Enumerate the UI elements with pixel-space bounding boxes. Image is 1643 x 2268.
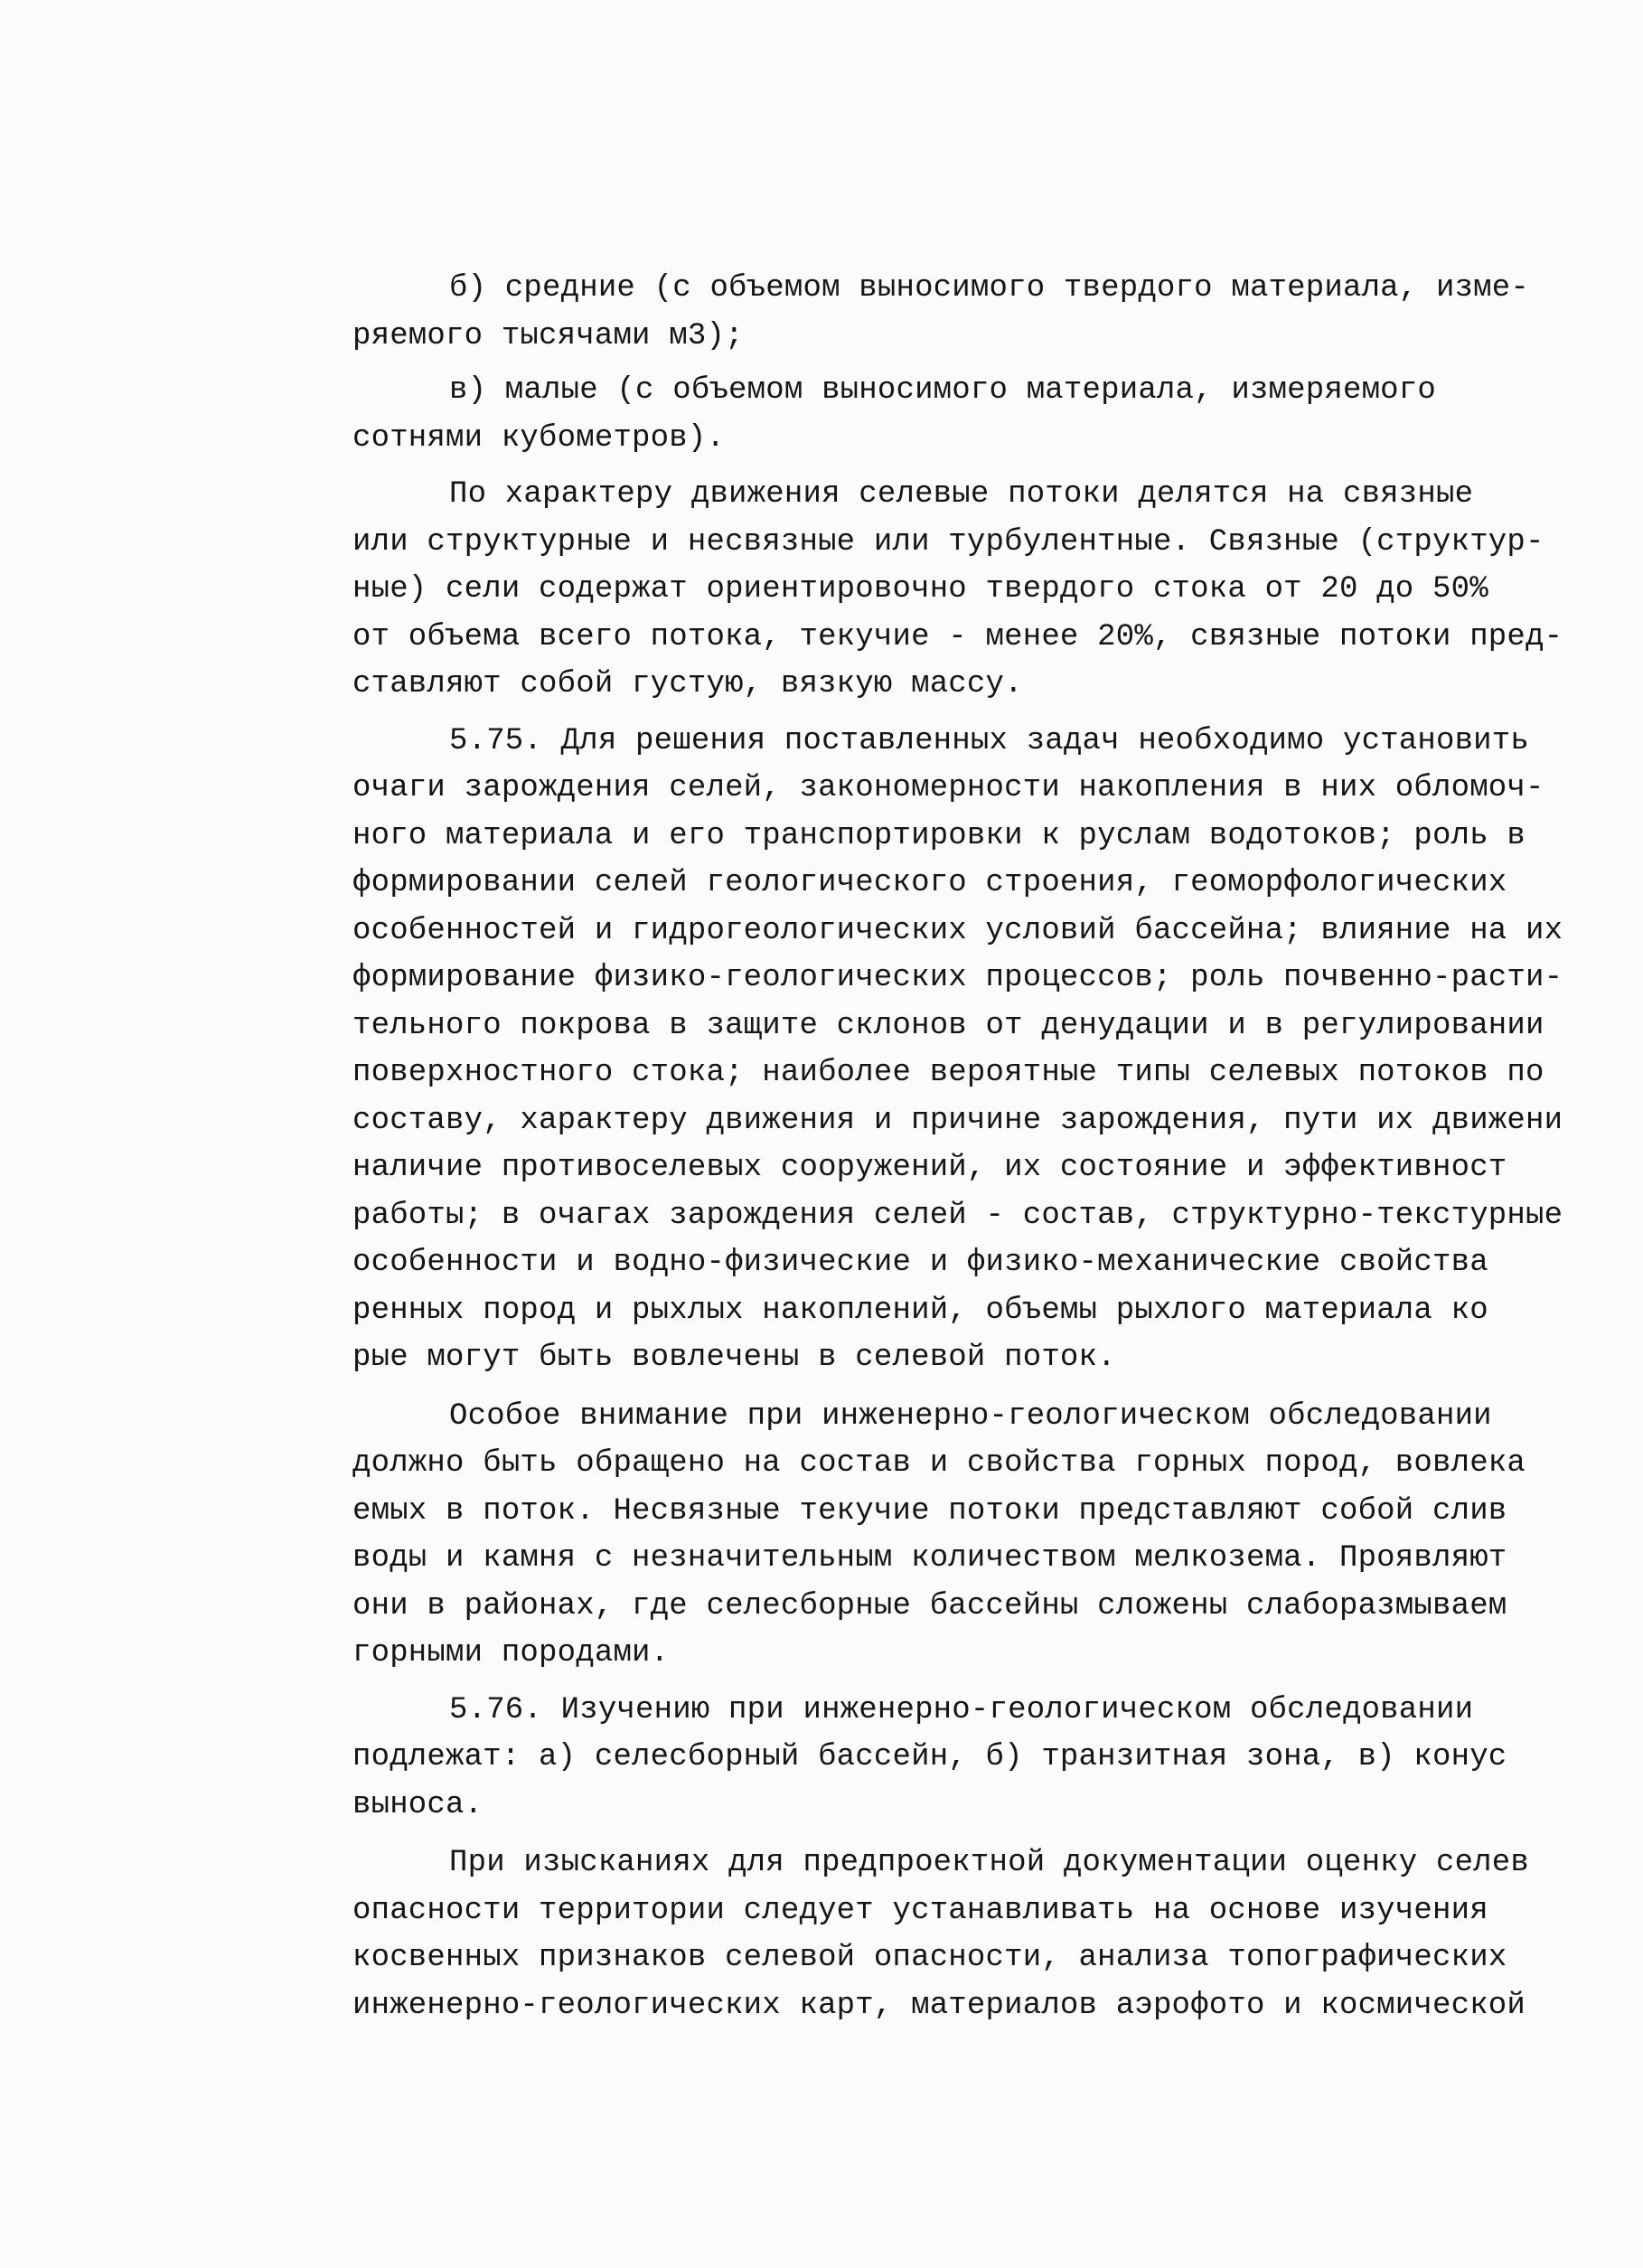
text-line: подлежат: а) селесборный бассейн, б) транзитная зона, в) конус — [352, 1740, 1507, 1774]
text-line: 5.76. Изучению при инженерно-геологическом обследовании — [449, 1692, 1474, 1727]
text-line: емых в поток. Несвязные текучие потоки представляют собой слив — [352, 1493, 1507, 1529]
text-line: 5.75. Для решения поставленных задач необходимо установить — [449, 723, 1529, 758]
text-line: составу, характеру движения и причине зарождения, пути их движени — [352, 1103, 1563, 1138]
text-line: ряемого тысячами м3); — [352, 318, 744, 353]
paragraph-spacing — [352, 1829, 1618, 1840]
text-line: рые могут быть вовлечены в селевой поток. — [352, 1341, 1116, 1375]
text-line: воды и камня с незначительным количеством мелкозема. Проявляют — [352, 1541, 1507, 1576]
paragraph-spacing — [352, 462, 1618, 471]
text-line: или структурные и несвязные или турбулентные. Связные (структур- — [352, 524, 1544, 560]
paragraph-spacing — [352, 360, 1618, 367]
text-line: поверхностного стока; наиболее вероятные типы селевых потоков по — [352, 1056, 1544, 1090]
text-line: Особое внимание при инженерно-геологическом обследовании — [449, 1398, 1492, 1434]
text-line: от объема всего потока, текучие - менее 20%, связные потоки пред- — [352, 619, 1563, 654]
paragraph-special-attention — [352, 1393, 1618, 1678]
text-line: По характеру движения селевые потоки делятся на связные — [449, 477, 1474, 512]
text-line: инженерно-геологических карт, материалов аэрофото и космической — [352, 1988, 1526, 2023]
text-line: ного материала и его транспортировки к руслам водотоков; роль в — [352, 818, 1526, 853]
text-line: ренных пород и рыхлых накоплений, объемы рыхлого материала ко — [352, 1293, 1488, 1328]
text-line: очаги зарождения селей, закономерности накопления в них обломоч- — [352, 771, 1544, 805]
paragraph-movement-character — [352, 471, 1618, 709]
text-line: косвенных признаков селевой опасности, анализа топографических — [352, 1941, 1507, 1975]
text-line: наличие противоселевых сооружений, их состояние и эффективност — [352, 1151, 1507, 1185]
paragraph-predesign-surveys — [352, 1840, 1618, 2029]
text-line: б) средние (с объемом выносимого твердого материала, изме- — [449, 271, 1529, 306]
text-line: ставляют собой густую, вязкую массу. — [352, 667, 1023, 701]
paragraph-mid-size-flows — [352, 265, 1618, 360]
text-line: горными породами. — [352, 1636, 670, 1670]
text-line: При изысканиях для предпроектной документации оценку селев — [449, 1846, 1529, 1880]
text-line: тельного покрова в защите склонов от денудации и в регулировании — [352, 1008, 1544, 1043]
text-line: формировании селей геологического строения, геоморфологических — [352, 866, 1507, 900]
text-line: формирование физико-геологических процессов; роль почвенно-расти- — [352, 961, 1563, 995]
text-line: работы; в очагах зарождения селей - состав, структурно-текстурные — [352, 1198, 1563, 1233]
text-line: особенностей и гидрогеологических условий бассейна; влияние на их — [352, 913, 1563, 948]
paragraph-spacing — [352, 1678, 1618, 1687]
paragraph-spacing — [352, 709, 1618, 718]
text-line: ные) сели содержат ориентировочно твердого стока от 20 до 50% — [352, 572, 1488, 607]
text-line: в) малые (с объемом выносимого материала, измеряемого — [449, 373, 1436, 408]
text-line: особенности и водно-физические и физико-механические свойства — [352, 1246, 1488, 1280]
text-line: они в районах, где селесборные бассейны сложены слаборазмываем — [352, 1588, 1507, 1623]
paragraph-small-flows — [352, 367, 1618, 462]
text-line: опасности территории следует устанавливать на основе изучения — [352, 1893, 1488, 1928]
paragraph-section-5-76 — [352, 1687, 1618, 1830]
paragraph-section-5-75 — [352, 718, 1618, 1382]
text-line: сотнями кубометров). — [352, 420, 726, 456]
body-text — [352, 265, 1618, 2029]
text-line: выноса. — [352, 1787, 484, 1822]
paragraph-spacing — [352, 1382, 1618, 1393]
text-line: должно быть обращено на состав и свойства горных пород, вовлека — [352, 1446, 1526, 1481]
